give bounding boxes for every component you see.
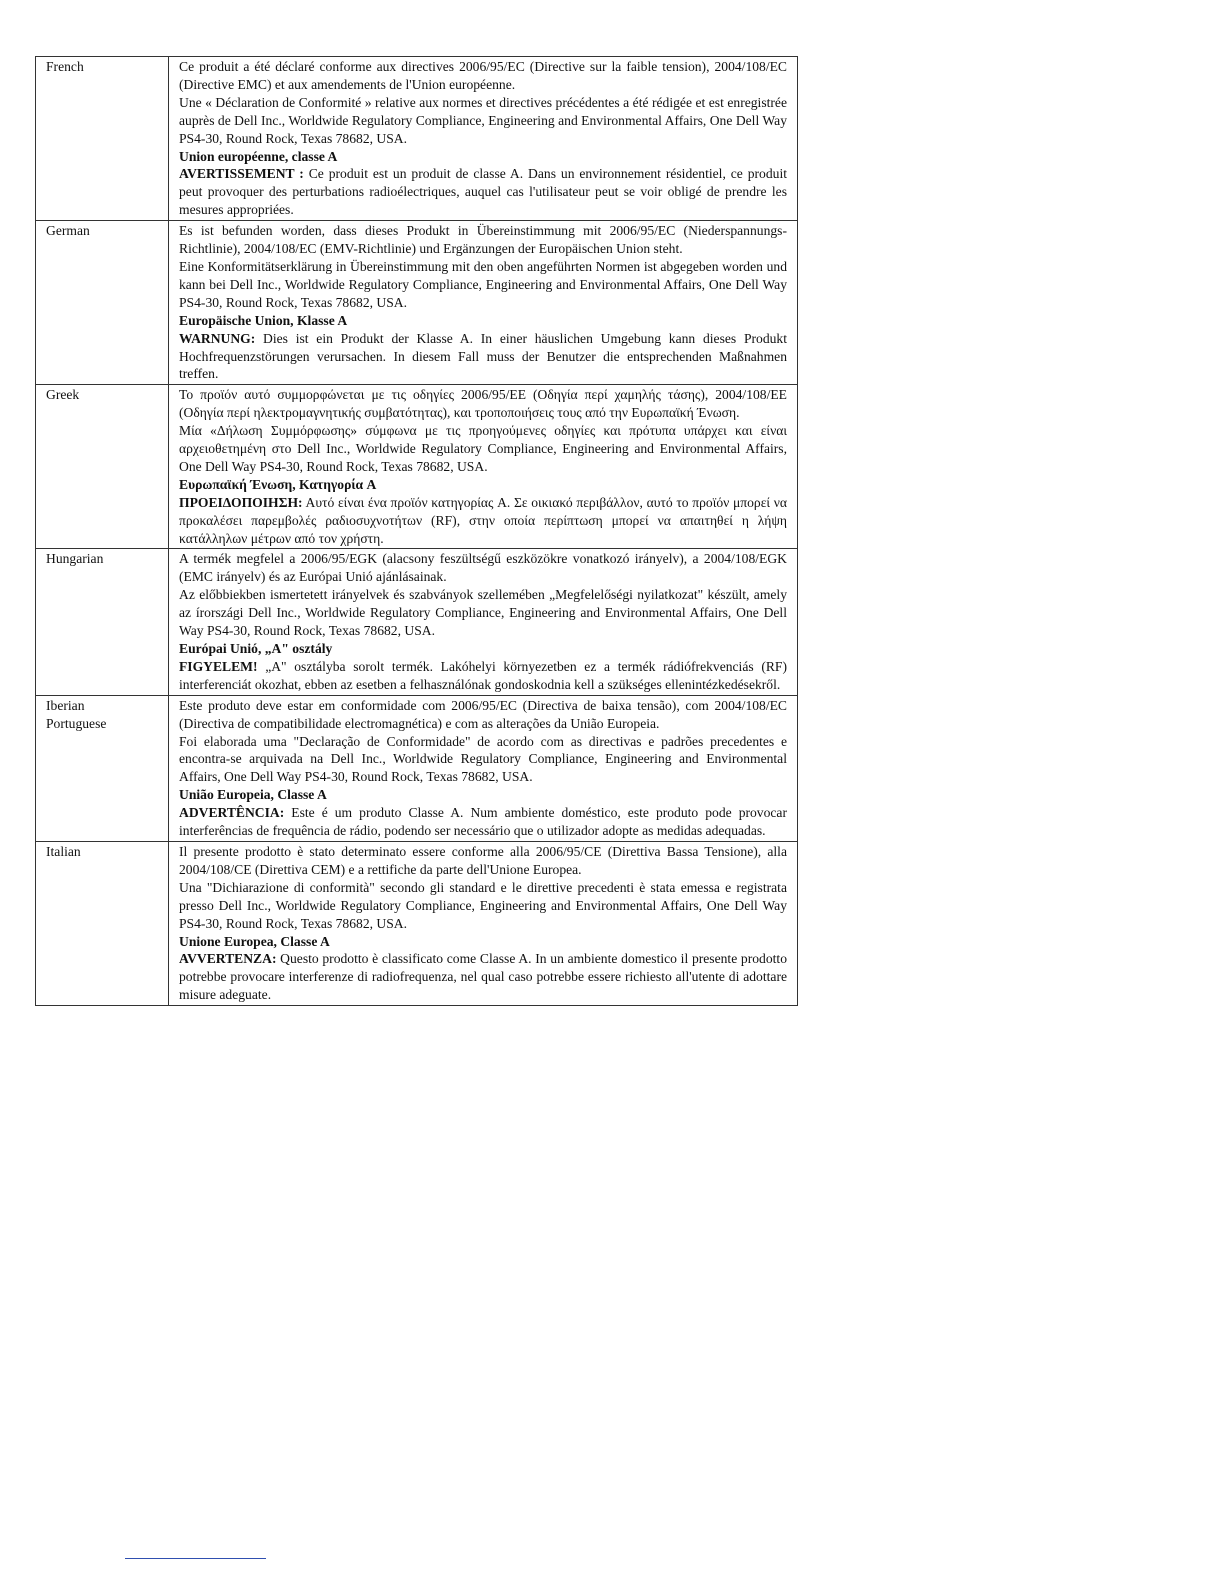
statement-cell — [169, 841, 798, 1005]
declaration-paragraph: Foi elaborada uma "Declaração de Conformidade" de acordo com as directivas e padrões precedentes e encontra-se arquivada na Dell Inc., Worldwide Regulatory Compliance, Engineering and Environmental Affairs, One Dell Way PS4-30, Round Rock, Texas 78682, USA. — [179, 733, 787, 785]
class-heading-text: Union européenne, classe A — [179, 148, 338, 164]
footer-divider — [125, 1558, 266, 1559]
language-cell: Iberian Portuguese — [36, 695, 169, 841]
warning-label: FIGYELEM! — [179, 658, 258, 674]
warning-paragraph — [179, 330, 787, 384]
table-row-italian — [36, 841, 798, 1005]
table-row-german — [36, 221, 798, 385]
declaration-paragraph: Eine Konformitätserklärung in Übereinstimmung mit den oben angeführten Normen ist abgegeben worden und kann bei Dell Inc., Worldwide Regulatory Compliance, Engineering and Environmental Affairs, One Dell Way PS4-30, Round Rock, Texas 78682, USA. — [179, 258, 787, 310]
warning-paragraph — [179, 804, 787, 840]
language-cell: French — [36, 57, 169, 221]
statement-cell — [169, 695, 798, 841]
language-cell: Italian — [36, 841, 169, 1005]
class-heading-text: Unione Europea, Classe A — [179, 933, 330, 949]
class-heading-text: Európai Unió, „A" osztály — [179, 641, 333, 656]
warning-paragraph — [179, 494, 787, 548]
class-heading — [179, 476, 787, 494]
warning-label: ΠΡΟΕΙΔΟΠΟΙΗΣΗ: — [179, 494, 303, 510]
declaration-paragraph: Μία «Δήλωση Συμμόρφωσης» σύμφωνα με τις προηγούμενες οδηγίες και πρότυπα υπάρχει και είναι αρχειοθετημένη στο Dell Inc., Worldwide Regulatory Compliance, Engineering and Environmental Affairs, One Dell Way PS4-30, Round Rock, Texas 78682, USA. — [179, 423, 787, 474]
class-heading — [179, 312, 787, 330]
statement-cell — [169, 549, 798, 695]
table-row-french — [36, 57, 798, 221]
class-heading — [179, 640, 787, 658]
class-heading-text: União Europeia, Classe A — [179, 787, 327, 803]
warning-text: Dies ist ein Produkt der Klasse A. In einer häuslichen Umgebung kann dieses Produkt Hochfrequenzstörungen verursachen. In diesem Fall muss der Benutzer die entsprechenden Maßnahmen treffen. — [179, 330, 787, 382]
warning-label: ADVERTÊNCIA: — [179, 805, 285, 821]
declaration-paragraph: Une « Déclaration de Conformité » relative aux normes et directives précédentes a été rédigée et est enregistrée auprès de Dell Inc., Worldwide Regulatory Compliance, Engineering and Environmental Affairs, One Dell Way PS4-30, Round Rock, Texas 78682, USA. — [179, 94, 787, 146]
statement-cell — [169, 221, 798, 385]
warning-text: Este é um produto Classe A. Num ambiente doméstico, este produto pode provocar interferências de frequência de rádio, podendo ser necessário que o utilizador adopte as medidas adequadas. — [179, 805, 787, 839]
warning-text: Ce produit est un produit de classe A. Dans un environnement résidentiel, ce produit peut provoquer des perturbations radioélectriques, auquel cas l'utilisateur peut se voir obligé de prendre les mesures appropriées. — [179, 166, 787, 218]
warning-paragraph — [179, 950, 787, 1004]
class-heading — [179, 933, 787, 951]
declaration-table — [35, 56, 798, 1006]
warning-label: AVVERTENZA: — [179, 951, 277, 967]
warning-paragraph — [179, 165, 787, 219]
warning-label: AVERTISSEMENT : — [179, 166, 304, 182]
table-row-greek — [36, 385, 798, 549]
statement-cell — [169, 385, 798, 549]
conformity-paragraph: Es ist befunden worden, dass dieses Produkt in Übereinstimmung mit 2006/95/EC (Niederspannungs-Richtlinie), 2004/108/EC (EMV-Richtlinie) und Ergänzungen der Europäischen Union steht. — [179, 223, 787, 257]
conformity-paragraph: Ce produit a été déclaré conforme aux directives 2006/95/EC (Directive sur la faible tension), 2004/108/EC (Directive EMC) et aux amendements de l'Union européenne. — [179, 59, 787, 92]
warning-text: „A" osztályba sorolt termék. Lakóhelyi környezetben ez a termék rádiófrekvenciás (RF) interferenciát okozhat, ebben az esetben a felhasználónak gondoskodnia kell a szükséges ellenintézkedésekről. — [179, 658, 787, 692]
table-row-hungarian — [36, 549, 798, 695]
declaration-paragraph: Az előbbiekben ismertetett irányelvek és szabványok szellemében „Megfelelőségi nyilatkozat" készült, amely az írországi Dell Inc., Worldwide Regulatory Compliance, Engineering and Environmental Affairs, One Dell Way PS4-30, Round Rock, Texas 78682, USA. — [179, 587, 787, 639]
conformity-paragraph: Este produto deve estar em conformidade com 2006/95/EC (Directiva de baixa tensão), com 2004/108/EC (Directiva de compatibilidade electromagnética) e com as alterações da União Europeia. — [179, 697, 787, 731]
language-cell: Greek — [36, 385, 169, 549]
warning-label: WARNUNG: — [179, 330, 256, 346]
warning-text: Αυτό είναι ένα προϊόν κατηγορίας A. Σε οικιακό περιβάλλον, αυτό το προϊόν μπορεί να προκαλέσει παρεμβολές ραδιοσυχνοτήτων (RF), στην οποία περίπτωση μπορεί να απαιτηθεί η λήψη κατάλληλων μέτρων από τον χρήστη. — [179, 494, 787, 546]
document-page — [35, 56, 798, 1006]
declaration-paragraph: Una "Dichiarazione di conformità" secondo gli standard e le direttive precedenti è stata emessa e registrata presso Dell Inc., Worldwide Regulatory Compliance, Engineering and Environmental Affairs, One Dell Way PS4-30, Round Rock, Texas 78682, USA. — [179, 879, 787, 931]
class-heading — [179, 786, 787, 804]
language-cell: German — [36, 221, 169, 385]
class-heading-text: Ευρωπαϊκή Ένωση, Κατηγορία A — [179, 476, 377, 492]
table-row-iberian-portuguese — [36, 695, 798, 841]
warning-paragraph — [179, 658, 787, 694]
warning-text: Questo prodotto è classificato come Classe A. In un ambiente domestico il presente prodotto potrebbe provocare interferenze di radiofrequenza, nel qual caso potrebbe essere richiesto all'utente di adottare misure adeguate. — [179, 951, 787, 1003]
class-heading-text: Europäische Union, Klasse A — [179, 312, 348, 328]
language-cell: Hungarian — [36, 549, 169, 695]
conformity-paragraph: A termék megfelel a 2006/95/EGK (alacsony feszültségű eszközökre vonatkozó irányelv), a 2004/108/EGK (EMC irányelv) és az Európai Unió ajánlásainak. — [179, 551, 787, 585]
class-heading — [179, 148, 787, 166]
conformity-paragraph: Το προϊόν αυτό συμμορφώνεται με τις οδηγίες 2006/95/ΕΕ (Οδηγία περί χαμηλής τάσης), 2004/108/ΕΕ (Οδηγία περί ηλεκτρομαγνητικής συμβατότητας), και τροποποιήσεις τους από την Ευρωπαϊκή Ένωση. — [179, 387, 787, 421]
statement-cell — [169, 57, 798, 221]
conformity-paragraph: Il presente prodotto è stato determinato essere conforme alla 2006/95/CE (Direttiva Bassa Tensione), alla 2004/108/CE (Direttiva CEM) e a rettifiche da parte dell'Unione Europea. — [179, 843, 787, 877]
